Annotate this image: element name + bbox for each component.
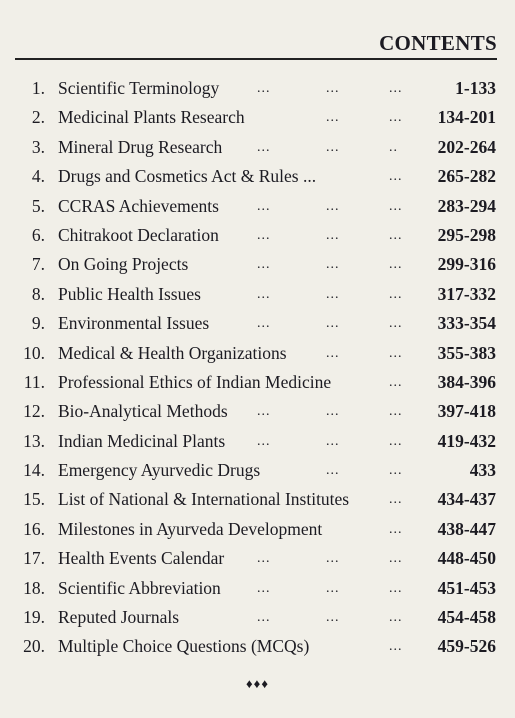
entry-page-range: 1-133	[455, 78, 496, 98]
contents-entry	[0, 397, 515, 426]
leader-dots: ...	[389, 257, 403, 273]
contents-entry	[0, 632, 515, 661]
contents-entry	[0, 280, 515, 309]
leader-dots: ...	[389, 374, 403, 390]
leader-dots: ...	[326, 81, 340, 96]
entry-title: Mineral Drug Research	[58, 136, 223, 157]
contents-entry	[0, 221, 515, 250]
entry-page-range: 317-332	[437, 283, 496, 304]
entry-title: Indian Medicinal Plants	[58, 430, 226, 451]
entry-page-range: 295-298	[437, 224, 496, 245]
leader-dots: ...	[326, 316, 340, 332]
leader-dots: ...	[326, 610, 340, 626]
leader-dots: ...	[389, 227, 403, 243]
entry-page-range: 459-526	[437, 636, 496, 657]
leader-dots: ...	[257, 610, 271, 626]
contents-entry	[0, 103, 515, 132]
entry-title: Scientific Abbreviation	[58, 577, 221, 598]
entry-number: 15.	[23, 489, 45, 510]
leader-dots: ...	[326, 580, 340, 596]
entry-page-range: 265-282	[437, 166, 496, 187]
entry-title: Medical & Health Organizations	[58, 342, 287, 363]
entry-number: 4.	[31, 166, 45, 187]
header-rule	[15, 58, 497, 60]
entry-number: 5.	[31, 195, 45, 216]
leader-dots: ...	[326, 345, 340, 361]
entry-title: Health Events Calendar	[58, 548, 225, 569]
entry-title: Public Health Issues	[58, 283, 201, 304]
entry-number: 13.	[23, 430, 45, 451]
leader-dots: ...	[257, 81, 271, 96]
footer-ornament: ♦♦♦	[246, 676, 269, 691]
entry-page-range: 434-437	[437, 489, 496, 510]
entry-page-range: 283-294	[437, 195, 496, 216]
entry-page-range: 433	[469, 460, 496, 481]
entry-title: Medicinal Plants Research	[58, 107, 245, 128]
entry-number: 6.	[31, 224, 45, 245]
entry-page-range: 419-432	[437, 430, 496, 451]
leader-dots: ...	[326, 227, 340, 243]
page-title: CONTENTS	[379, 31, 497, 55]
leader-dots: ...	[257, 551, 271, 567]
entry-page-range: 384-396	[437, 371, 496, 392]
leader-dots: ...	[389, 521, 403, 537]
leader-dots: ...	[257, 286, 271, 302]
entry-number: 19.	[23, 607, 45, 628]
leader-dots: ...	[257, 198, 271, 214]
entry-title: Chitrakoot Declaration	[58, 224, 219, 245]
entry-number: 3.	[31, 136, 45, 157]
contents-entry	[0, 133, 515, 162]
leader-dots: ...	[389, 463, 403, 479]
entry-number: 12.	[23, 401, 45, 422]
leader-dots: ...	[389, 610, 403, 626]
leader-dots: ...	[326, 404, 340, 420]
contents-entry	[0, 74, 515, 103]
contents-entry	[0, 368, 515, 397]
contents-list	[0, 74, 515, 662]
contents-entry	[0, 339, 515, 368]
entry-number: 7.	[31, 254, 45, 275]
entry-title: CCRAS Achievements	[58, 195, 219, 216]
contents-entry	[0, 544, 515, 573]
entry-page-range: 134-201	[437, 107, 496, 128]
entry-number: 2.	[31, 107, 45, 128]
entry-title: Professional Ethics of Indian Medicine	[58, 371, 332, 392]
leader-dots: ...	[389, 580, 403, 596]
contents-entry	[0, 603, 515, 632]
contents-entry	[0, 192, 515, 221]
leader-dots: ...	[389, 198, 403, 214]
leader-dots: ...	[389, 433, 403, 449]
entry-page-range: 202-264	[437, 136, 496, 157]
leader-dots: ...	[326, 198, 340, 214]
entry-page-range: 448-450	[437, 548, 496, 569]
leader-dots: ...	[389, 639, 403, 655]
leader-dots: ...	[389, 345, 403, 361]
leader-dots: ...	[326, 463, 340, 479]
leader-dots: ..	[389, 139, 398, 155]
leader-dots: ...	[326, 110, 340, 126]
leader-dots: ...	[389, 551, 403, 567]
contents-entry	[0, 574, 515, 603]
entry-number: 14.	[23, 460, 45, 481]
entry-number: 8.	[31, 283, 45, 304]
entry-title: List of National & International Institutes	[58, 489, 350, 510]
entry-page-range: 355-383	[437, 342, 496, 363]
leader-dots: ...	[326, 551, 340, 567]
leader-dots: ...	[326, 257, 340, 273]
contents-entry	[0, 456, 515, 485]
leader-dots: ...	[257, 433, 271, 449]
leader-dots: ...	[257, 257, 271, 273]
contents-entry	[0, 162, 515, 191]
entry-page-range: 454-458	[437, 607, 496, 628]
leader-dots: ...	[389, 169, 403, 185]
leader-dots: ...	[257, 316, 271, 332]
entry-title: Scientific Terminology	[58, 78, 220, 98]
leader-dots: ...	[389, 286, 403, 302]
contents-entry	[0, 309, 515, 338]
contents-entry	[0, 427, 515, 456]
leader-dots: ...	[326, 433, 340, 449]
leader-dots: ...	[389, 316, 403, 332]
leader-dots: ...	[389, 110, 403, 126]
entry-title: Milestones in Ayurveda Development	[58, 518, 323, 539]
entry-number: 10.	[23, 342, 45, 363]
entry-title: Reputed Journals	[58, 607, 180, 628]
entry-number: 11.	[23, 371, 45, 392]
entry-page-range: 299-316	[437, 254, 496, 275]
entry-number: 16.	[23, 518, 45, 539]
entry-title: On Going Projects	[58, 254, 189, 275]
leader-dots: ...	[257, 227, 271, 243]
leader-dots: ...	[326, 286, 340, 302]
leader-dots: ...	[389, 492, 403, 508]
contents-entry	[0, 515, 515, 544]
contents-entry	[0, 485, 515, 514]
leader-dots: ...	[389, 404, 403, 420]
leader-dots: ...	[257, 580, 271, 596]
entry-page-range: 397-418	[437, 401, 496, 422]
entry-page-range: 438-447	[437, 518, 496, 539]
entry-title: Multiple Choice Questions (MCQs)	[58, 636, 310, 657]
entry-number: 1.	[31, 78, 45, 98]
entry-number: 18.	[23, 577, 45, 598]
entry-page-range: 451-453	[437, 577, 496, 598]
leader-dots: ...	[326, 139, 340, 155]
entry-title: Drugs and Cosmetics Act & Rules ...	[58, 166, 317, 187]
entry-number: 9.	[31, 313, 45, 334]
contents-entry	[0, 250, 515, 279]
leader-dots: ...	[257, 404, 271, 420]
entry-number: 20.	[23, 636, 45, 657]
entry-page-range: 333-354	[437, 313, 496, 334]
leader-dots: ...	[389, 81, 403, 96]
entry-title: Bio-Analytical Methods	[58, 401, 228, 422]
entry-title: Emergency Ayurvedic Drugs	[58, 460, 261, 481]
entry-number: 17.	[23, 548, 45, 569]
leader-dots: ...	[257, 139, 271, 155]
entry-title: Environmental Issues	[58, 313, 210, 334]
